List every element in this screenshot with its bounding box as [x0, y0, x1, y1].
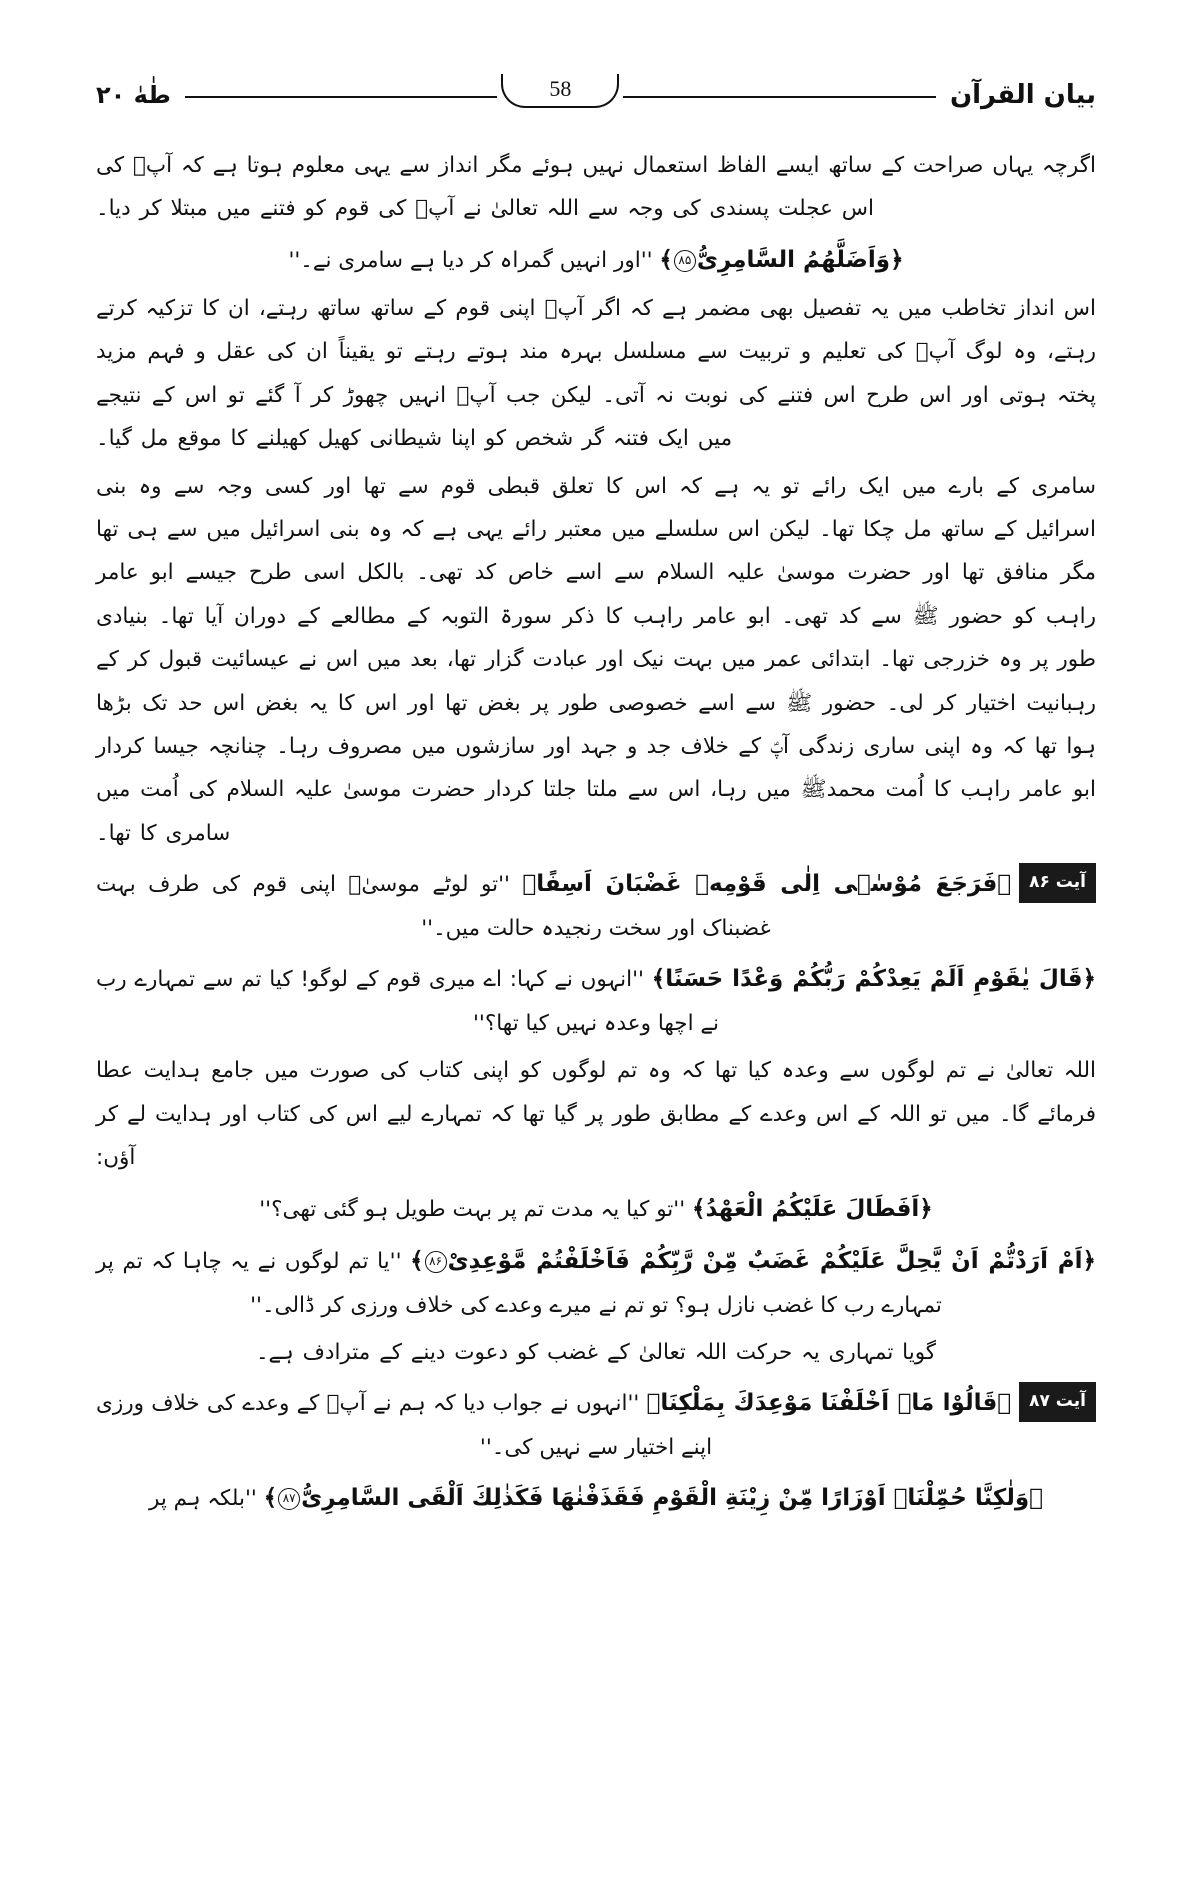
paragraph-commentary: سامری کے بارے میں ایک رائے تو یہ ہے کہ اس کا تعلق قبطی قوم سے تھا اور کسی وجہ سے وہ بنی اسرائیل کے ساتھ مل چکا تھا۔ لیکن اس سلسلے میں معتبر رائے یہی ہے کہ وہ بنی اسرائیل میں سے ہی تھا مگر منافق تھا اور حضرت موسیٰ علیہ السلام سے اسے خاص کد تھی۔ بالکل اسی طرح جیسے ابو عامر راہب کو حضور ﷺ سے کد تھی۔ ابو عامر راہب کا ذکر سورۃ التوبہ کے مطالعے کے دوران آیا تھا۔ بنیادی طور پر وہ خزرجی تھا۔ ابتدائی عمر میں بہت نیک اور عبادت گزار تھا، بعد میں اس نے عیسائیت قبول کر کے رہبانیت اختیار کر لی۔ حضور ﷺ سے اسے خصوصی طور پر بغض تھا اور اس کا یہ بغض اس حد تک بڑھا ہوا تھا کہ وہ اپنی ساری زندگی آپؑ کے خلاف جد و جہد اور سازشوں میں مصروف رہا۔ چنانچہ جیسا کردار ابو عامر راہب کا اُمت محمدﷺ میں رہا، اس سے ملتا جلتا کردار حضرت موسیٰ علیہ السلام کی اُمت میں سامری کا تھا۔: [96, 473, 1096, 846]
ayah-arabic: ﴿وَاَضَلَّهُمُ السَّامِرِیُّ: [696, 246, 904, 273]
verse-number: ۸۵: [674, 250, 696, 272]
ayah-arabic: ﴿اَمْ اَرَدْتُّمْ اَنْ یَّحِلَّ عَلَیْكُمْ غَضَبٌ مِّنْ رَّبِّكُمْ فَاَخْلَفْتُمْ مَّوْعِدِیْ: [447, 1247, 1096, 1274]
ayah-arabic-close: ﴾: [651, 966, 666, 993]
ayah-translation: ''بلکہ ہم پر: [149, 1486, 257, 1512]
ayah-translation: ''تو لوٹے موسیٰؑ اپنی قوم کی طرف بہت غضبناک اور سخت رنجیدہ حالت میں۔'': [96, 872, 771, 942]
ayah-arabic: ﴿قَالُوْا مَاۤ اَخْلَفْنَا مَوْعِدَكَ بِمَلْكِنَا: [660, 1390, 1012, 1417]
ayah-block: [96, 956, 1096, 1045]
ayah-block: [96, 1186, 1096, 1232]
ayah-arabic-close: ﴾: [659, 246, 673, 273]
page-header: [96, 60, 1096, 130]
ayah-number-tag: آیت ۸۷: [1019, 1382, 1096, 1422]
ayah-translation: ''انہوں نے کہا: اے میری قوم کے لوگو! کیا تم سے تمہارے رب نے اچھا وعدہ نہیں کیا تھا؟'': [96, 967, 719, 1037]
ayah-block-tagged: [96, 861, 1096, 950]
paragraph-commentary: اگرچہ یہاں صراحت کے ساتھ ایسے الفاظ استعمال نہیں ہوئے مگر انداز سے یہی معلوم ہوتا ہے کہ آپؑ کی اس عجلت پسندی کی وجہ سے اللہ تعالیٰ نے آپؑ کی قوم کو فتنے میں مبتلا کر دیا۔: [96, 153, 1096, 222]
paragraph-commentary: گویا تمہاری یہ حرکت اللہ تعالیٰ کے غضب کو دعوت دینے کے مترادف ہے۔: [255, 1339, 937, 1365]
book-title: بيان القرآن: [949, 79, 1096, 110]
ayah-arabic-close: ﴾: [263, 1485, 278, 1512]
ayah-arabic: ﴿وَلٰكِنَّا حُمِّلْنَاۤ اَوْزَارًا مِّنْ زِیْنَةِ الْقَوْمِ فَقَذَفْنٰهَا فَكَذٰلِكَ اَلْقَی السَّامِرِیُّ: [301, 1485, 1043, 1512]
ayah-translation: ''تو کیا یہ مدت تم پر بہت طویل ہو گئی تھی؟'': [259, 1196, 686, 1222]
ayah-block: [96, 1238, 1096, 1327]
ayah-translation: ''انہوں نے جواب دیا کہ ہم نے آپؑ کے وعدے کی خلاف ورزی اپنے اختیار سے نہیں کی۔'': [96, 1391, 713, 1461]
paragraph-commentary: اللہ تعالیٰ نے تم لوگوں سے وعدہ کیا تھا کہ وہ تم لوگوں کو اپنی کتاب کی صورت میں جامع ہدایت عطا فرمائے گا۔ میں تو اللہ کے اس وعدے کے مطابق طور پر گیا تھا کہ تمہارے لیے اس کی کتاب اور ہدایت لے کر آؤں:: [96, 1058, 1096, 1171]
ayah-block: [96, 1475, 1096, 1521]
verse-number: ۸۷: [278, 1488, 300, 1510]
page-number: 58: [501, 74, 619, 108]
ayah-arabic: ﴿اَفَطَالَ عَلَیْكُمُ الْعَهْدُ﴾: [691, 1195, 933, 1222]
ayah-number-tag: آیت ۸۶: [1019, 863, 1096, 903]
ayah-block-tagged: [96, 1380, 1096, 1469]
ayah-arabic: ﴿قَالَ یٰقَوْمِ اَلَمْ یَعِدْكُمْ رَبُّكُمْ وَعْدًا حَسَنًا: [665, 966, 1096, 993]
ayah-block: [96, 237, 1096, 283]
paragraph-commentary: اس انداز تخاطب میں یہ تفصیل بھی مضمر ہے کہ اگر آپؑ اپنی قوم کے ساتھ ساتھ رہتے، ان کا تزکیہ کرتے رہتے، وہ لوگ آپؑ کی تعلیم و تربیت سے مسلسل بہرہ مند ہوتے رہتے تو یقیناً ان کی عقل و فہم مزید پختہ ہوتی اور اس طرح اس فتنے کی نوبت نہ آتی۔ لیکن جب آپؑ انہیں چھوڑ کر آ گئے تو اس کے نتیجے میں ایک فتنہ گر شخص کو اپنا شیطانی کھیل کھیلنے کا موقع مل گیا۔: [96, 295, 1096, 452]
header-rule-left: [185, 96, 498, 98]
ayah-arabic-close: ﴾: [410, 1247, 424, 1274]
page-content: [96, 144, 1096, 1521]
header-rule-right: [623, 96, 936, 98]
ayah-arabic: ﴿فَرَجَعَ مُوْسٰۤی اِلٰی قَوْمِهٖ غَضْبَانَ اَسِفًا﴾: [522, 871, 1012, 898]
ayah-translation: ''یا تم لوگوں نے یہ چاہا کہ تم پر تمہارے رب کا غضب نازل ہو؟ تو تم نے میرے وعدے کی خلاف ورزی کر ڈالی۔'': [96, 1248, 942, 1318]
verse-number: ۸۶: [425, 1251, 447, 1273]
ayah-translation: ''اور انہیں گمراہ کر دیا ہے سامری نے۔'': [288, 247, 653, 273]
ayah-arabic-close: ﴾: [646, 1390, 661, 1417]
surah-label: طٰهٰ ۲۰: [95, 80, 171, 109]
